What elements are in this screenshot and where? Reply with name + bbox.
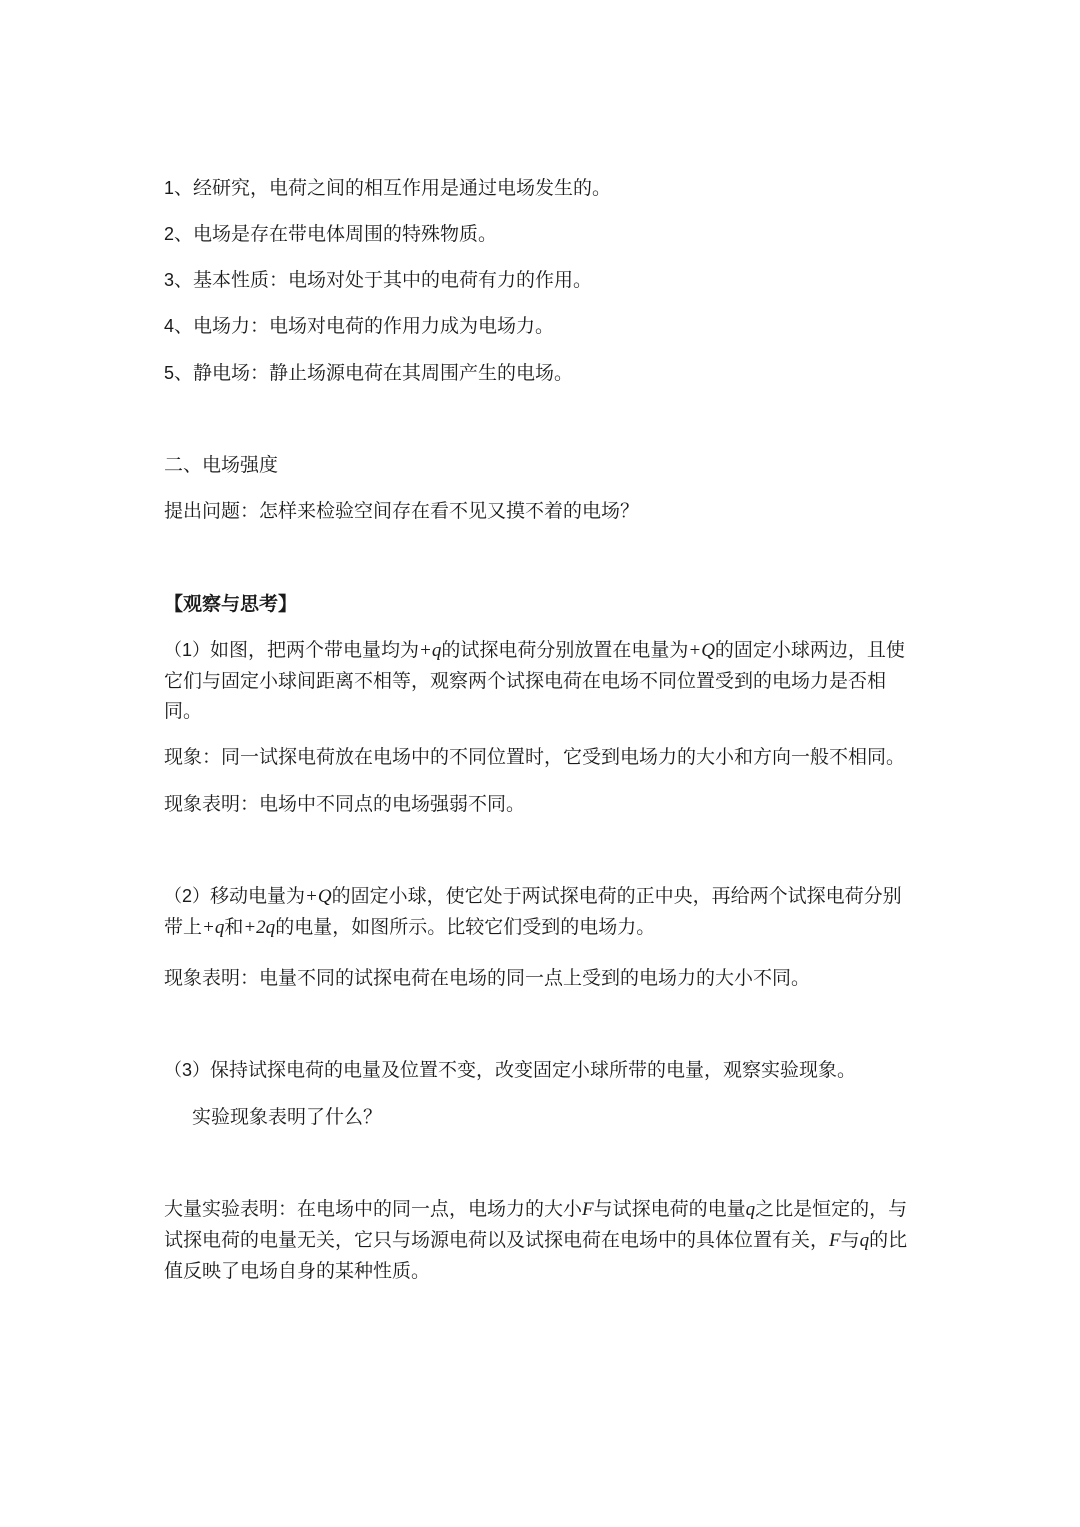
list-item-text: 、经研究，电荷之间的相互作用是通过电场发生的。 — [174, 177, 612, 199]
summary-paragraph — [164, 1194, 919, 1286]
paragraph-text: 之比是恒定的，与试探电荷的电量无关，它只与场源电荷以及试探电荷在电场中的具体位置有关， — [164, 1198, 908, 1251]
paragraph-text: 移动电量为 — [210, 885, 306, 907]
observe-title: 【观察与思考】 — [164, 593, 298, 615]
list-item-number: 1 — [164, 178, 175, 198]
list-item-text: 、基本性质：电场对处于其中的电荷有力的作用。 — [174, 269, 593, 291]
observe-paragraph-3 — [164, 1055, 924, 1085]
math-symbol: +Q — [688, 640, 715, 661]
list-item-number: 5 — [164, 363, 175, 383]
list-item-number: 3 — [164, 270, 175, 290]
list-item-text: 、电场力：电场对电荷的作用力成为电场力。 — [174, 315, 555, 337]
paragraph-text: 如图，把两个带电量均为 — [210, 639, 420, 661]
observe-paragraph-2 — [164, 881, 919, 943]
paragraph-text: 的比值反映了电场自身的某种性质。 — [164, 1229, 908, 1282]
paragraph-text: 和 — [224, 916, 244, 938]
paragraph-text: 保持试探电荷的电量及位置不变，改变固定小球所带的电量，观察实验现象。 — [210, 1059, 857, 1081]
list-item-number: 2 — [164, 224, 175, 244]
list-item-3 — [164, 265, 924, 295]
list-item-number: 4 — [164, 316, 175, 336]
list-item-text: 、静电场：静止场源电荷在其周围产生的电场。 — [174, 362, 574, 384]
list-item-2 — [164, 219, 924, 249]
paragraph-label: （2） — [164, 886, 211, 906]
math-symbol: +2q — [243, 917, 276, 938]
paragraph-text: 与 — [840, 1229, 860, 1251]
math-symbol: +q — [202, 917, 225, 938]
section-question: 提出问题：怎样来检验空间存在看不见又摸不着的电场？ — [164, 500, 640, 522]
paragraph-text: 的电量，如图所示。比较它们受到的电场力。 — [275, 916, 656, 938]
list-item-4 — [164, 311, 924, 341]
math-symbol: +q — [419, 640, 442, 661]
observe-paragraph-1 — [164, 635, 919, 726]
paragraph-text: 大量实验表明：在电场中的同一点，电场力的大小 — [164, 1198, 583, 1220]
math-symbol: F — [582, 1199, 594, 1220]
section-heading: 二、电场强度 — [164, 454, 279, 476]
math-symbol: F — [829, 1230, 841, 1251]
math-symbol: q — [859, 1230, 870, 1251]
paragraph-label: （1） — [164, 640, 211, 660]
paragraph-text: 的固定小球两边，且使它们与固定小球间距离不相等，观察两个试探电荷在电场不同位置受到的电场力是否相同。 — [164, 639, 905, 722]
paragraph-label: （3） — [164, 1060, 211, 1080]
math-symbol: q — [745, 1199, 756, 1220]
phenomenon-text: 现象：同一试探电荷放在电场中的不同位置时，它受到电场力的大小和方向一般不相同。 — [164, 746, 906, 768]
paragraph-text: 的试探电荷分别放置在电量为 — [441, 639, 689, 661]
paragraph-text: 与试探电荷的电量 — [593, 1198, 746, 1220]
paragraph-text: 的固定小球，使它处于两试探电荷的正中央，再给两个试探电荷分别带上 — [164, 885, 902, 938]
list-item-1 — [164, 173, 924, 203]
conclusion-2: 现象表明：电量不同的试探电荷在电场的同一点上受到的电场力的大小不同。 — [164, 967, 811, 989]
list-item-5 — [164, 358, 924, 388]
list-item-text: 、电场是存在带电体周围的特殊物质。 — [174, 223, 498, 245]
conclusion-1: 现象表明：电场中不同点的电场强弱不同。 — [164, 793, 526, 815]
paragraph-3-question: 实验现象表明了什么？ — [192, 1106, 383, 1128]
math-symbol: +Q — [305, 886, 332, 907]
